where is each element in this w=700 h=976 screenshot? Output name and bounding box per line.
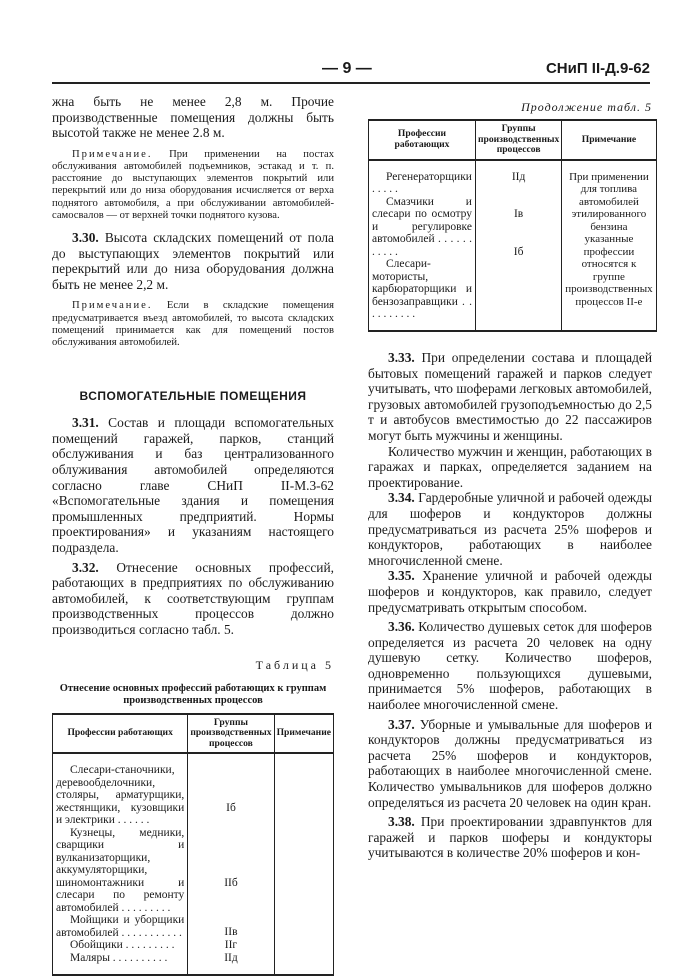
- right-column: [368, 100, 652, 861]
- paragraph-3-34: 3.34. Гардеробные уличной и рабочей одежды для шоферов и кондукторов должны предусматриваться из расчета 25% шоферов и кондукторов, работающих в наиболее многочисленной смене.: [368, 490, 652, 568]
- table-row: Кузнецы, медники, сварщики и вулканизаторщики, аккумуляторщики, шиномонтажники и слесари по ремонту автомобилей . . . . . . . . . IIб: [53, 827, 334, 915]
- section-title: ВСПОМОГАТЕЛЬНЫЕ ПОМЕЩЕНИЯ: [52, 389, 334, 403]
- note-label: Примечание.: [72, 149, 152, 160]
- header-profession: Профессии работающих: [369, 120, 476, 160]
- table-row: Слесари-станочники, деревообделочники, столяры, арматурщики, жестянщики, кузовщики и электрики . . . . . . Iб: [53, 753, 334, 827]
- page-header: [52, 60, 650, 84]
- paragraph-3-31: 3.31. Состав и площади вспомогательных помещений гаражей, парков, станций обслуживания и баз централизованного облуживания автомобилей определяются согласно главе СНиП II-М.3-62 «Вспомогательные здания и помещения промышленных предприятий. Нормы проектирования» и указаниям настоящего подраздела.: [52, 415, 334, 555]
- header-profession: Профессии работающих: [53, 714, 188, 754]
- table-5-continued: [368, 119, 657, 332]
- table-row: Обойщики . . . . . . . . . IIг: [53, 939, 334, 952]
- paragraph-3-37: 3.37. Уборные и умывальные для шоферов и кондукторов должны предусматриваться из расчета 25% шоферов и кондукторов, работающих в наиболее многочисленной смене. Количество умывальников для шоферов должно определяться из расчета 20 человек на один кран.: [368, 717, 652, 811]
- remark-leaded-fuel: При применении для топлива автомобилей этилированного бензина указанные профессии относятся к группе производственных процессов II-е: [562, 160, 656, 332]
- header-group: Группы производственных процессов: [188, 714, 274, 754]
- table-label: Таблица 5: [52, 658, 334, 673]
- document-code: СНиП II-Д.9-62: [546, 60, 650, 77]
- table-row: Регенераторщики . . . . . Смазчики и слесари по осмотру и регулировке автомобилей . . . . . . . . . . . Слесари-мотористы, карбюраторщики и бензозаправщики . . . . . . . . . . IIд Iв Iб При применении для топлива автомобилей этилированного бензина указанные профессии относятся к группе производственных процессов II-е: [369, 160, 657, 332]
- paragraph-3-36: 3.36. Количество душевых сеток для шоферов определяется из расчета 20 человек на одну душевую сетку. Количество шоферов, одновременно пользующихся душевыми, принимается 5% шоферов, работающих в наиболее многочисленной смене.: [368, 619, 652, 713]
- paragraph-3-33: 3.33. При определении состава и площадей бытовых помещений гаражей и парков следует учитывать, что шоферами легковых автомобилей, грузовых автомобилей грузоподъемностью до 2,5 т и автобусов вместимостью до 22 пассажиров могут быть мужчины и женщины.: [368, 350, 652, 444]
- header-note: Примечание: [274, 714, 333, 754]
- paragraph-3-33-b: Количество мужчин и женщин, работающих в гаражах и парках, определяется заданием на проектирование.: [368, 444, 652, 491]
- note-warehouse: Примечание. Если в складские помещения предусматривается въезд автомобилей, то высота складских помещений принимается как для помещений постов обслуживания автомобилей.: [52, 300, 334, 349]
- note-label: Примечание.: [72, 300, 152, 311]
- table-5: [52, 713, 334, 976]
- paragraph-3-32: 3.32. Отнесение основных профессий, работающих в предприятиях по обслуживанию автомобилей, к соответствующим группам производственных процессов должно производиться согласно табл. 5.: [52, 560, 334, 638]
- page-number: — 9 —: [322, 60, 372, 78]
- table-title: Отнесение основных профессий работающих к группам производственных процессов: [52, 683, 334, 707]
- note-lifts: Примечание. При применении на постах обслуживания автомобилей подъемников, эстакад и т. п. расстояние до выступающих элементов покрытий или перекрытий или до низа оборудования исчисляется от верха поднятого автомобиля, а при обслуживании автомобилей-самосвалов — от верхней точки поднятого кузова.: [52, 149, 334, 222]
- paragraph-continuation: жна быть не менее 2,8 м. Прочие производственные помещения должны быть высотой также не менее 2.8 м.: [52, 94, 334, 141]
- header-note: Примечание: [562, 120, 656, 160]
- table-continuation-label: Продолжение табл. 5: [368, 100, 652, 115]
- paragraph-3-38: 3.38. При проектировании здравпунктов для гаражей и парков шоферы и кондукторы учитываются в количестве 20% шоферов и кон-: [368, 814, 652, 861]
- paragraph-3-30: 3.30. Высота складских помещений от пола до выступающих элементов покрытий или перекрытий или до низа оборудования должна быть не менее 2,2 м.: [52, 230, 334, 292]
- paragraph-3-35: 3.35. Хранение уличной и рабочей одежды шоферов и кондукторов, как правило, следует предусматривать открытым способом.: [368, 568, 652, 615]
- header-group: Группы производственных процессов: [475, 120, 561, 160]
- table-row: Мойщики и уборщики автомобилей . . . . . . . . . . . IIв: [53, 914, 334, 939]
- left-column: [52, 94, 334, 976]
- table-row: Маляры . . . . . . . . . . IIд: [53, 952, 334, 976]
